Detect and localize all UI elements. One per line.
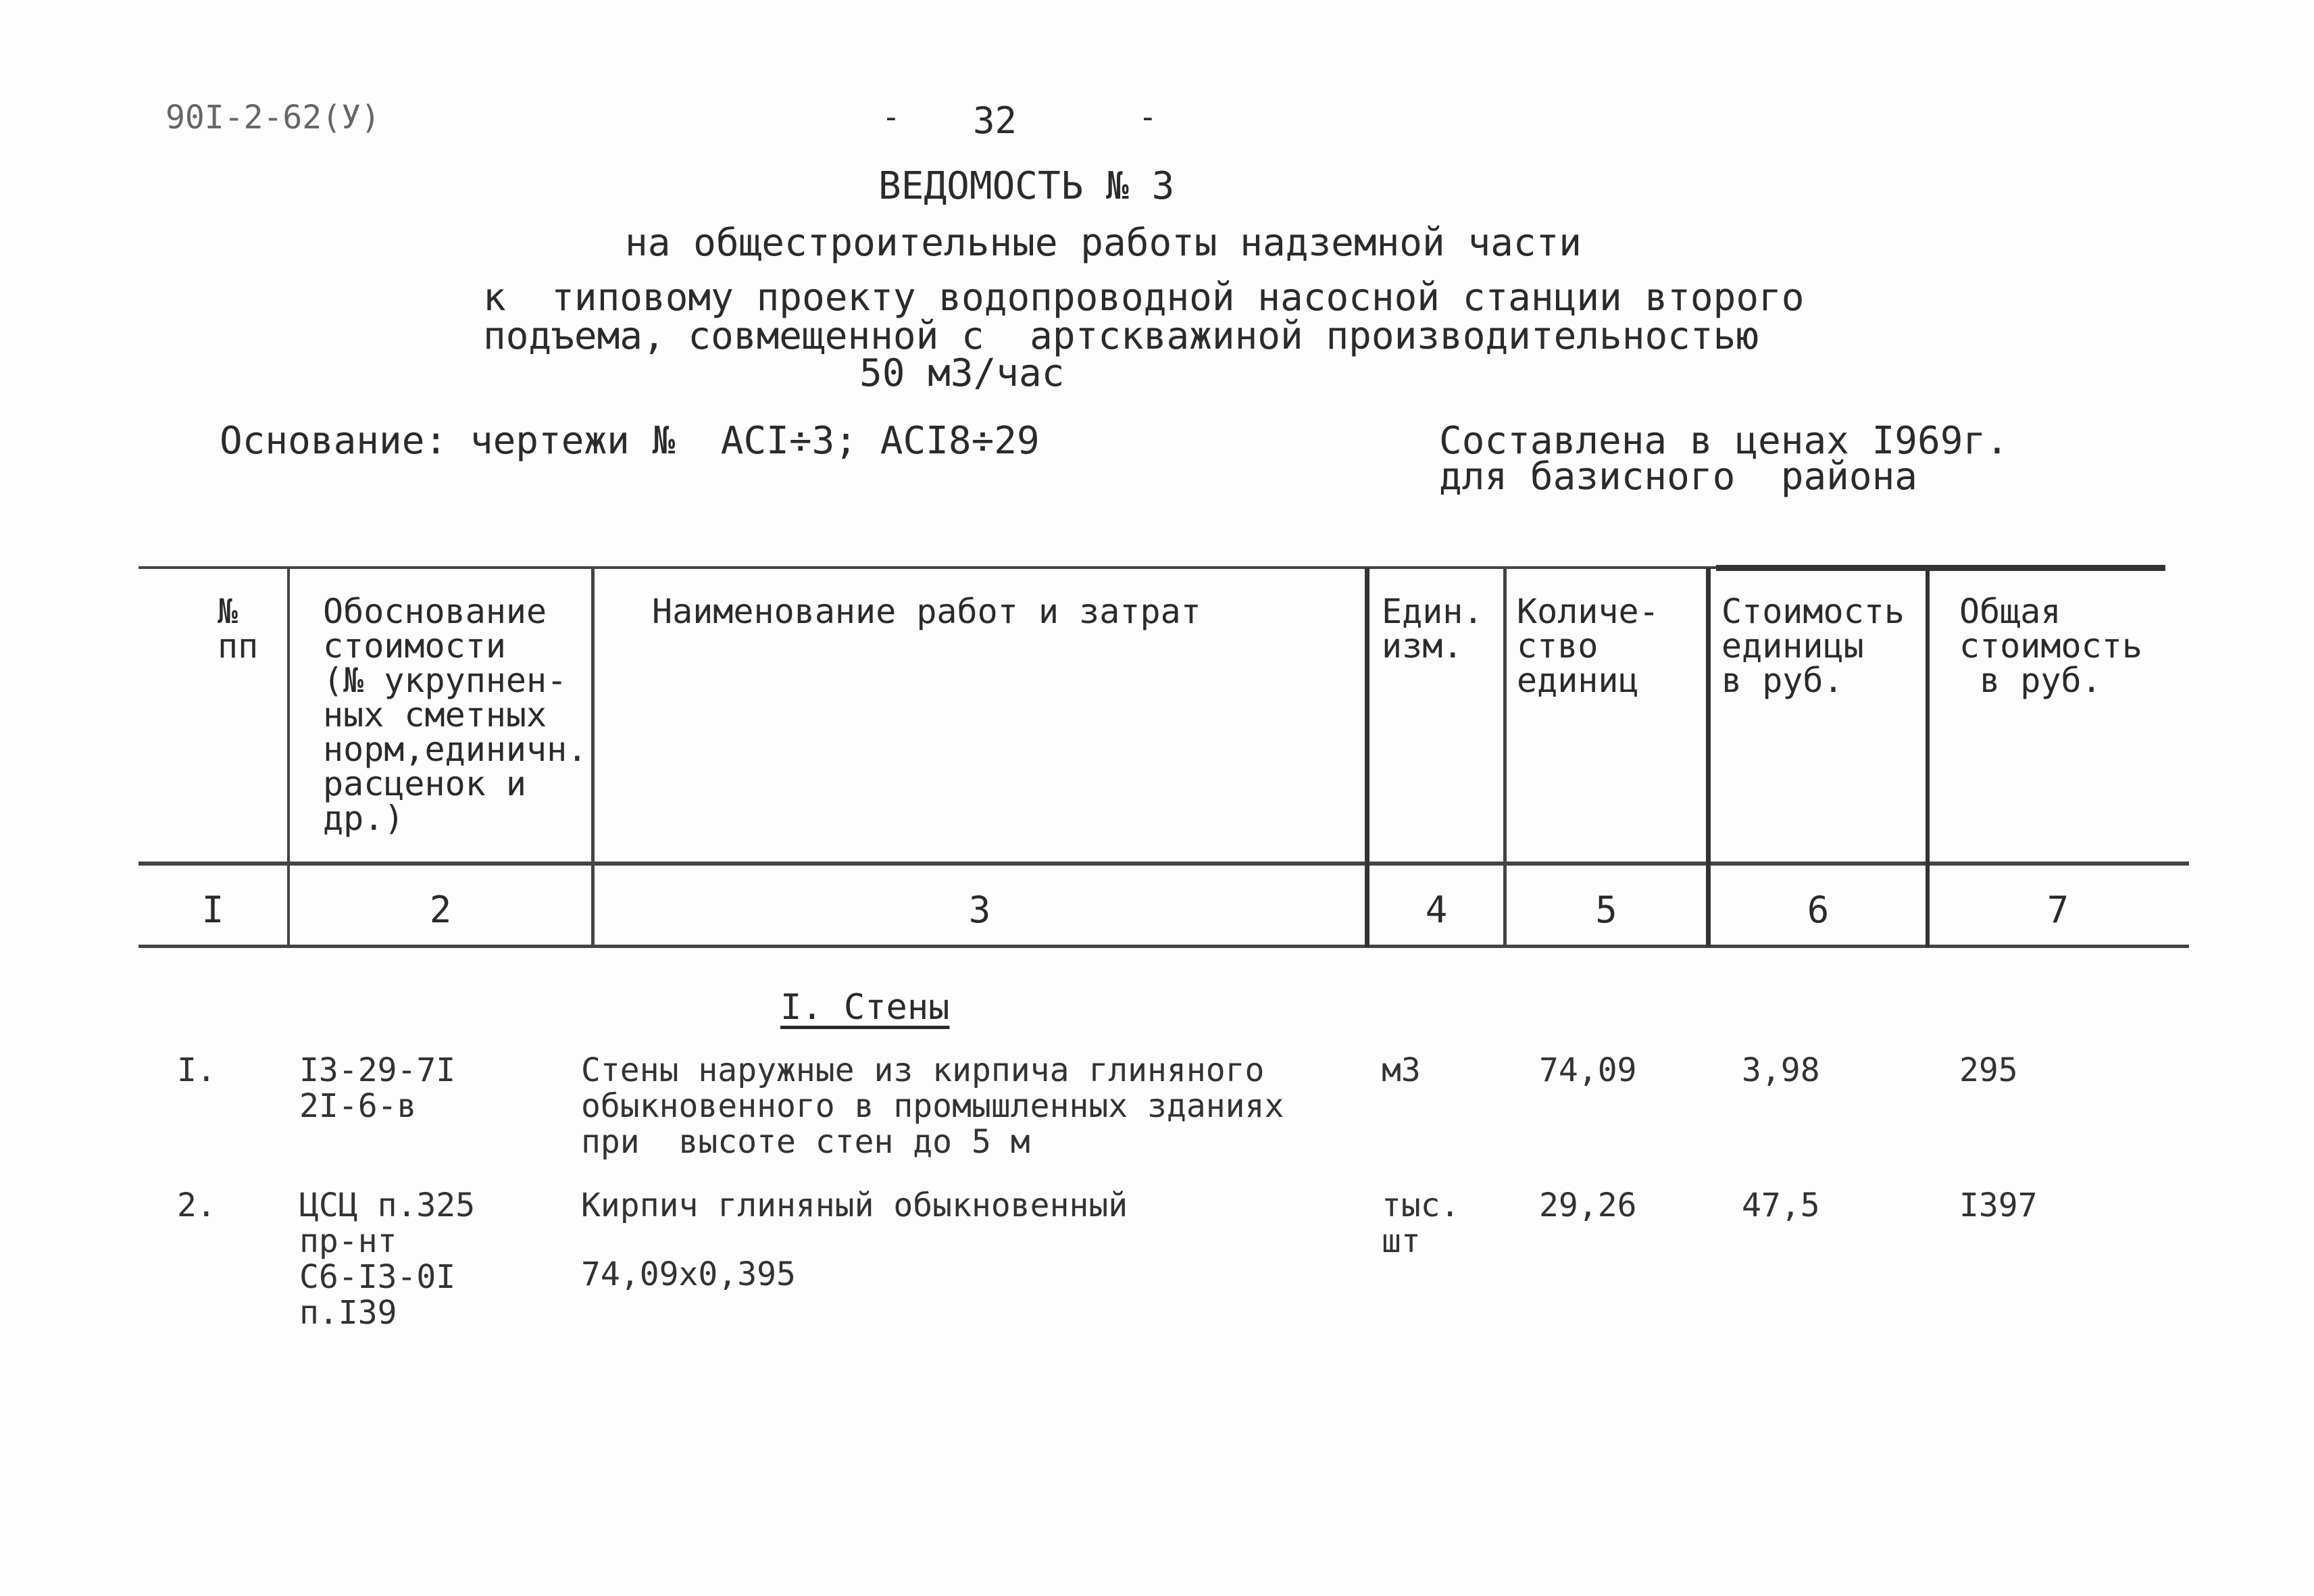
row-2-unit: тыс. шт — [1382, 1187, 1460, 1260]
row-1-unit: м3 — [1382, 1051, 1421, 1089]
header-total: Общая стоимость в руб. — [1959, 592, 2142, 700]
document-title: ВЕДОМОСТЬ № 3 — [878, 164, 1175, 208]
row-1-total: 295 — [1959, 1051, 2018, 1089]
row-1-basis: I3-29-7I 2I-6-в — [299, 1051, 456, 1125]
column-number-5: 5 — [1595, 889, 1617, 931]
basis-line: Основание: чертежи № АСI÷3; АСI8÷29 — [220, 419, 1040, 463]
row-1-qty: 74,09 — [1539, 1051, 1637, 1089]
subtitle-line-2: к типовому проекту водопроводной насосной станции второго — [483, 276, 1805, 320]
row-1-unit-price: 3,98 — [1742, 1051, 1820, 1089]
table-header-divider — [139, 862, 2189, 866]
column-number-2: 2 — [429, 889, 452, 931]
prices-line-1: Составлена в ценах I969г. — [1439, 419, 2009, 463]
table-number-row-divider — [139, 945, 2189, 948]
page-number: 32 — [973, 99, 1017, 142]
header-basis: Обоснование стоимости (№ укрупнен- ных сметных норм,единичн. расценок и др.) — [323, 592, 588, 838]
row-2-basis: ЦСЦ п.325 пр-нт С6-I3-0I п.I39 — [299, 1187, 476, 1332]
column-divider-6 — [1926, 568, 1930, 947]
document-code: 90I-2-62(У) — [166, 99, 380, 136]
column-number-1: I — [201, 889, 224, 931]
page-dash-right: - — [1138, 99, 1157, 135]
row-1-name: Стены наружные из кирпича глиняного обыкновенного в промышленных зданиях при высоте стен до 5 м — [581, 1051, 1284, 1161]
column-divider-4 — [1503, 568, 1507, 947]
header-qty: Количе- ство единиц — [1517, 592, 1659, 700]
row-2-name-calc: 74,09х0,395 — [581, 1255, 796, 1293]
table-top-border-heavy — [1716, 565, 2165, 571]
row-2-qty: 29,26 — [1539, 1187, 1637, 1224]
column-divider-3 — [1365, 568, 1369, 947]
column-number-6: 6 — [1807, 889, 1830, 931]
row-2-no: 2. — [177, 1187, 216, 1224]
column-number-3: 3 — [968, 889, 991, 931]
header-name: Наименование работ и затрат — [652, 592, 1201, 631]
section-title: I. Стены — [780, 987, 950, 1028]
header-unit-price: Стоимость единицы в руб. — [1721, 592, 1905, 700]
subtitle-line-4: 50 м3/час — [859, 351, 1065, 395]
column-number-4: 4 — [1425, 889, 1448, 931]
column-divider-1 — [287, 568, 290, 947]
column-divider-2 — [591, 568, 595, 947]
subtitle-line-1: на общестроительные работы надземной части — [625, 221, 1582, 265]
column-number-7: 7 — [2046, 889, 2069, 931]
row-2-name: Кирпич глиняный обыкновенный — [581, 1187, 1128, 1224]
subtitle-line-3: подъема, совмещенной с артскважиной производительностью — [483, 314, 1759, 358]
column-divider-5 — [1706, 568, 1711, 947]
row-2-unit-price: 47,5 — [1742, 1187, 1820, 1224]
row-1-no: I. — [177, 1051, 216, 1089]
prices-line-2: для базисного района — [1439, 455, 1918, 499]
page-dash-left: - — [882, 99, 901, 135]
row-2-total: I397 — [1959, 1187, 2038, 1224]
header-unit: Един. изм. — [1382, 592, 1484, 666]
header-no: № пп — [218, 592, 259, 666]
